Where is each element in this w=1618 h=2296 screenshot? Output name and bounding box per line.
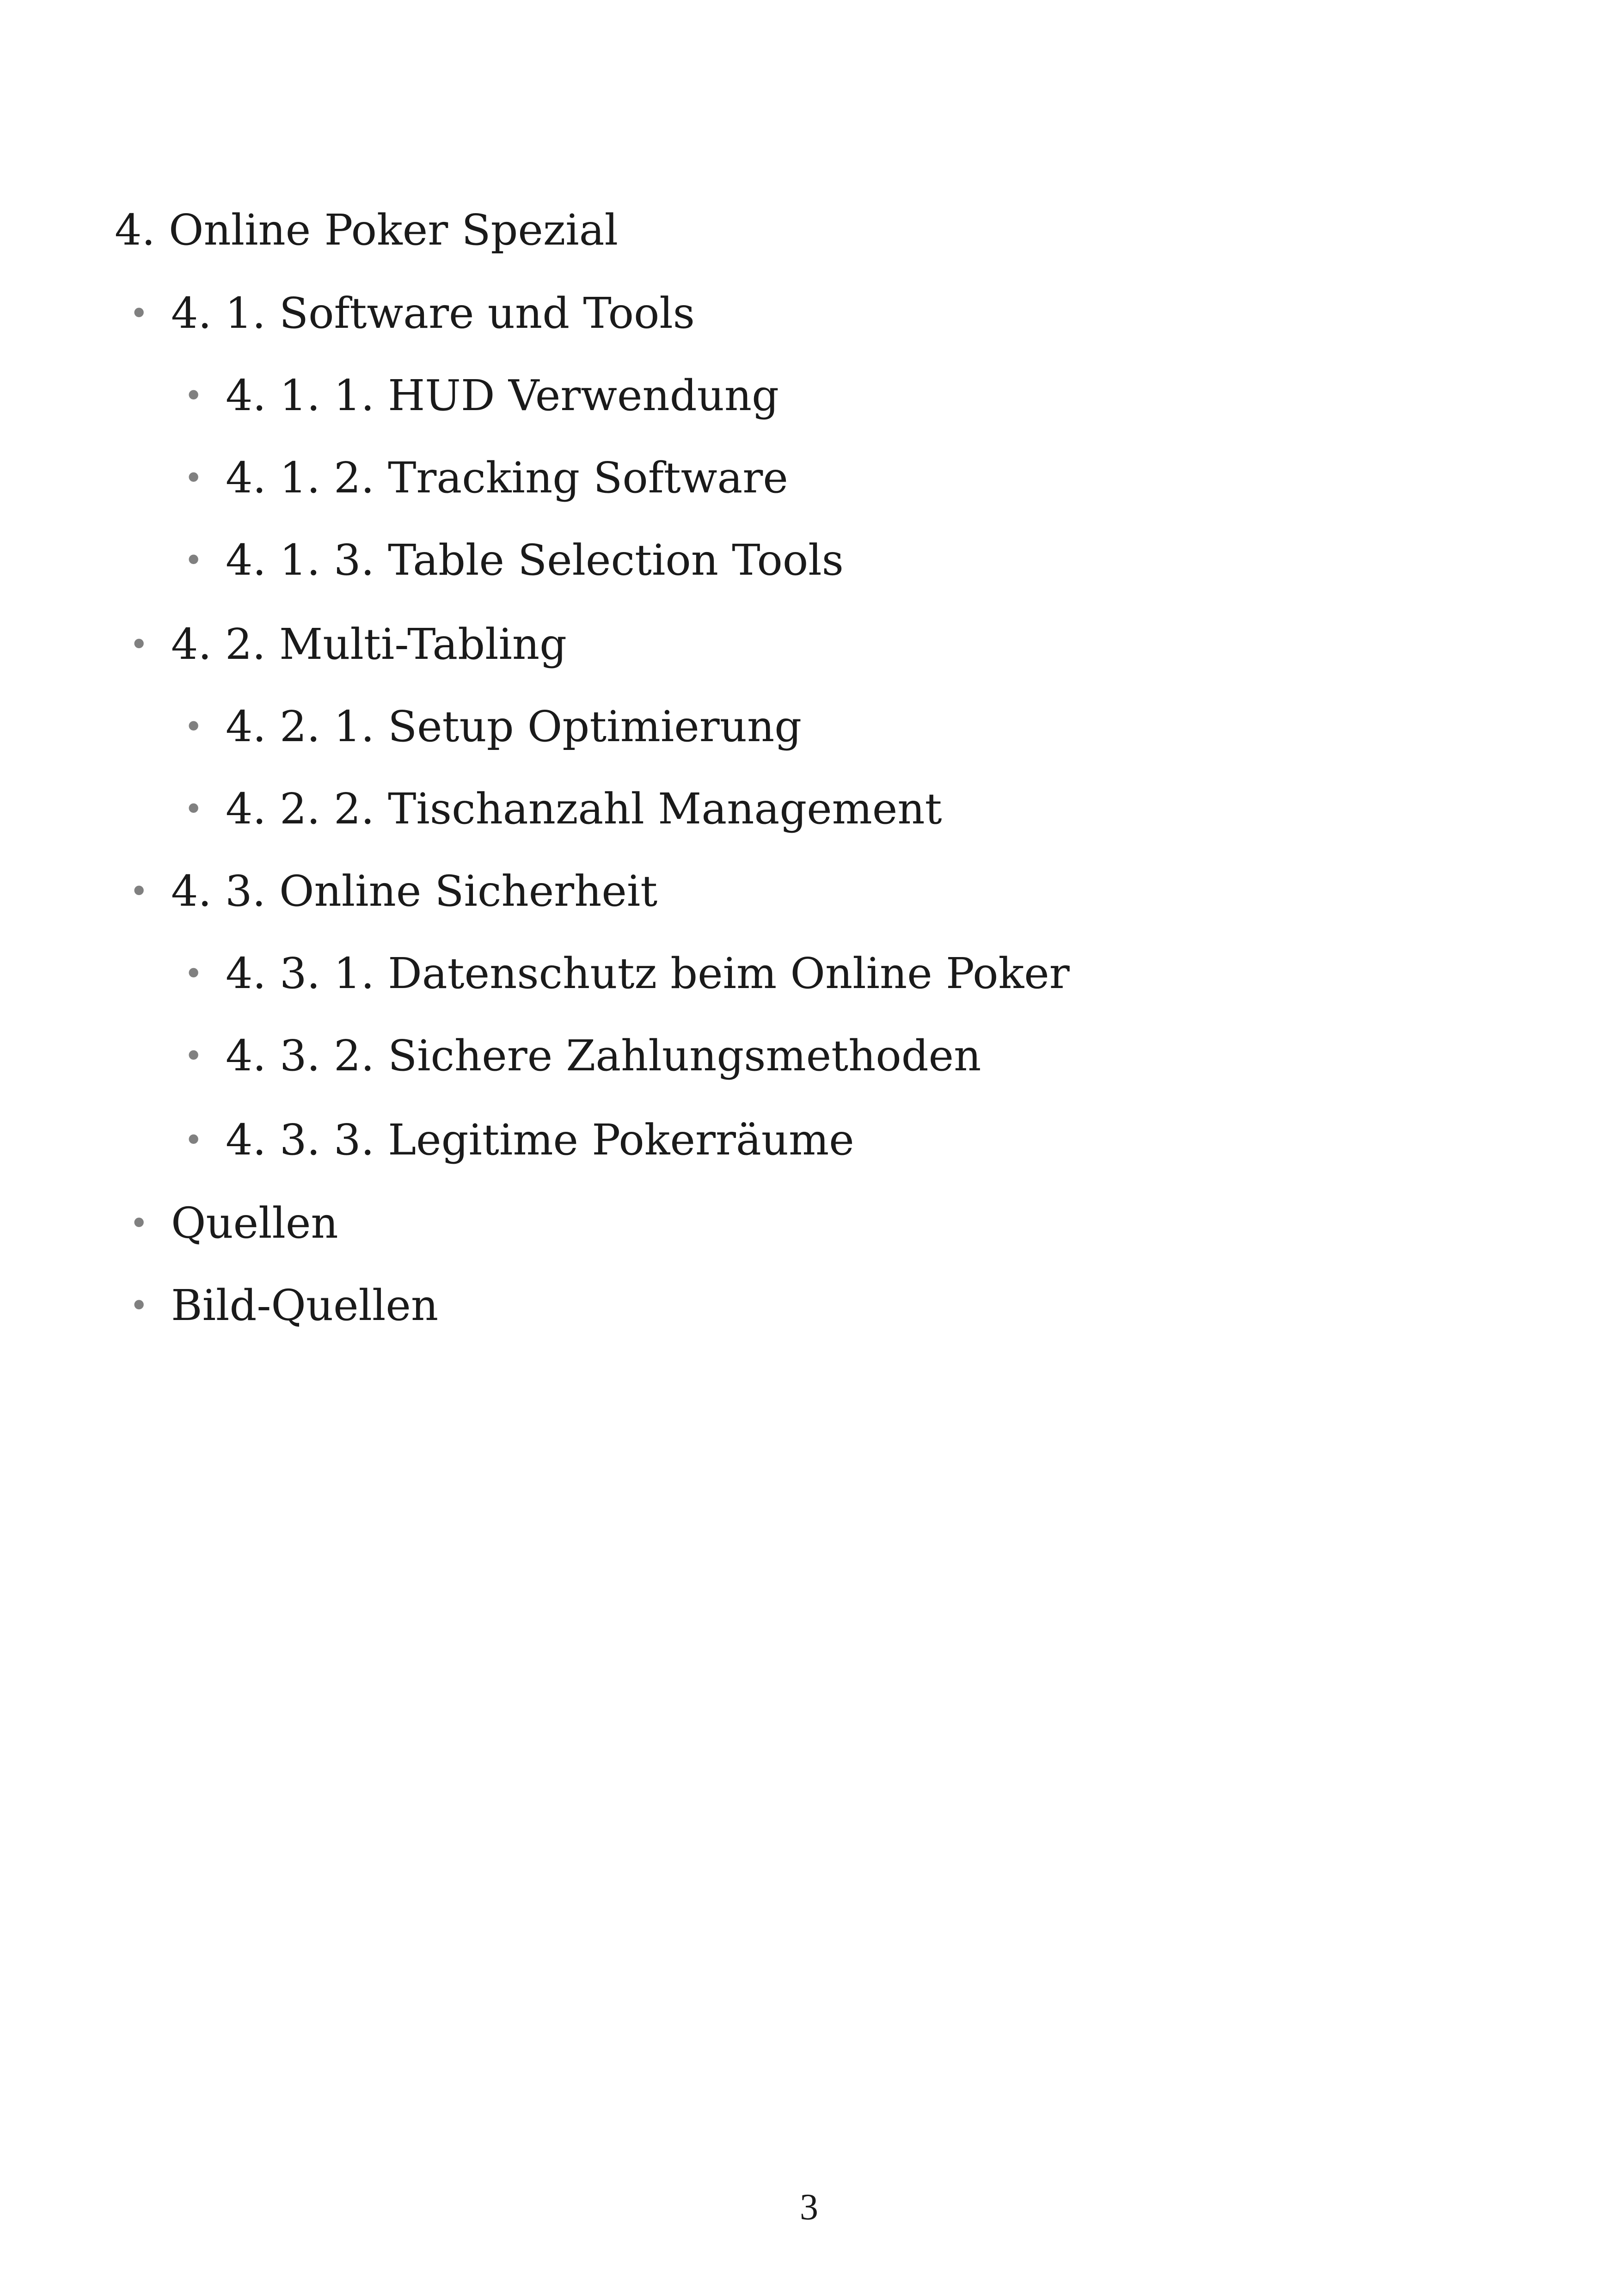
toc-heading: 4. Online Poker Spezial [115, 205, 618, 255]
toc-item-label: 4. 3. 2. Sichere Zahlungsmethoden [226, 1031, 981, 1080]
toc-item-label: 4. 1. 3. Table Selection Tools [226, 535, 844, 585]
bullet-icon: • [129, 295, 149, 332]
toc-item-label: 4. 3. 3. Legitime Pokerräume [226, 1115, 854, 1165]
toc-item-quellen [129, 1196, 338, 1251]
toc-item-tracking-software [184, 450, 788, 506]
toc-item-label: Quellen [171, 1198, 338, 1248]
toc-item-multi-tabling [129, 617, 567, 672]
toc-item-label: 4. 2. 2. Tischanzahl Management [226, 784, 942, 834]
toc-item-label: Bild-Quellen [171, 1281, 439, 1330]
toc-item-label: 4. 1. 2. Tracking Software [226, 453, 788, 503]
bullet-icon: • [184, 377, 203, 415]
toc-item-label: 4. 3. 1. Datenschutz beim Online Poker [226, 949, 1070, 998]
bullet-icon: • [184, 955, 203, 993]
bullet-icon: • [129, 1287, 149, 1325]
bullet-icon: • [184, 1037, 203, 1075]
page-number: 3 [800, 2187, 818, 2228]
toc-item-label: 4. 1. Software und Tools [171, 289, 695, 338]
bullet-icon: • [184, 541, 203, 579]
toc-item-sichere-zahlungsmethoden [184, 1028, 981, 1084]
toc-item-table-selection-tools [184, 533, 844, 588]
toc-item-label: 4. 2. Multi-Tabling [171, 620, 567, 669]
bullet-icon: • [184, 1121, 203, 1159]
toc-item-hud-verwendung [184, 368, 779, 424]
toc-item-label: 4. 1. 1. HUD Verwendung [226, 371, 779, 420]
toc-item-software-und-tools [129, 286, 695, 341]
toc-item-setup-optimierung [184, 699, 802, 755]
toc-item-label: 4. 2. 1. Setup Optimierung [226, 702, 802, 751]
toc-item-tischanzahl-management [184, 781, 942, 837]
bullet-icon: • [184, 459, 203, 497]
bullet-icon: • [129, 872, 149, 910]
toc-item-label: 4. 3. Online Sicherheit [171, 866, 658, 916]
bullet-icon: • [129, 1204, 149, 1242]
bullet-icon: • [184, 708, 203, 746]
toc-item-datenschutz [184, 946, 1070, 1001]
bullet-icon: • [184, 790, 203, 828]
toc-item-bild-quellen [129, 1278, 439, 1333]
toc-item-legitime-pokerraeume [184, 1112, 854, 1168]
bullet-icon: • [129, 626, 149, 663]
toc-item-online-sicherheit [129, 864, 658, 919]
